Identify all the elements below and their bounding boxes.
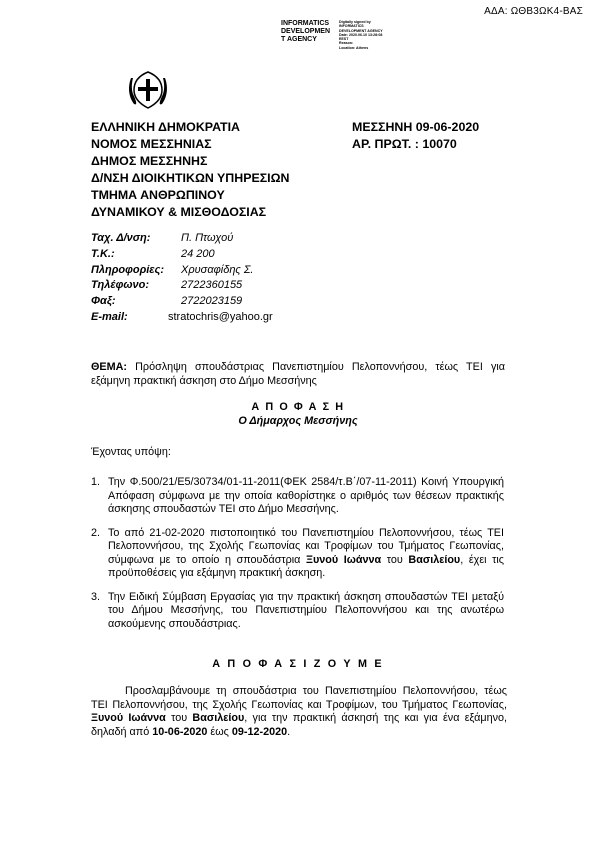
- list-item: [91, 591, 511, 632]
- agency-line: T AGENCY: [281, 36, 317, 43]
- signature-line: DEVELOPMENT AGENCY: [339, 28, 383, 33]
- start-date: 10-06-2020: [152, 725, 208, 738]
- agency-line: DEVELOPMEN: [281, 28, 331, 35]
- item-text-pre: Το από 21-02-2020 πιστοποιητικό του Πανεπιστημίου Πελοποννήσου, τέως ΤΕΙ Πελοποννήσου, της Σχολής Γεωπονίας και Τροφίμων του Τμήματος Γεωπονίας, σύμφωνα με το οποίο η σπουδάστρια: [108, 526, 504, 566]
- contact-label: E-mail:: [91, 310, 128, 323]
- decision-issuer: Ο Δήμαρχος Μεσσήνης: [238, 415, 358, 427]
- item-text: Την Φ.500/21/Ε5/30734/01-11-2011(ΦΕΚ 2584/τ.Β΄/07-11-2011) Κοινή Υπουργική Απόφαση σύμφωνα με την οποία καθορίστηκε ο αριθμός των θέσεων πρακτικής άσκησης σπουδαστών ΤΕΙ στο Δήμο Μεσσήνης.: [108, 476, 504, 515]
- resolution-mid2: , για την πρακτική άσκησή της και για ένα εξάμηνο, δηλαδή από: [91, 712, 507, 738]
- protocol-number: ΑΡ. ΠΡΩΤ. : 10070: [352, 137, 457, 151]
- considerations-list: [91, 476, 511, 641]
- having-regard: Έχοντας υπόψη:: [91, 446, 171, 458]
- authority-line: ΕΛΛΗΝΙΚΗ ΔΗΜΟΚΡΑΤΙΑ: [91, 120, 240, 134]
- contact-value: 2722023159: [181, 295, 243, 308]
- contact-value: 24 200: [181, 247, 215, 260]
- contact-value: 2722360155: [181, 279, 243, 292]
- signature-line: Digitally signed by: [339, 20, 371, 24]
- subject-label: ΘΕΜΑ:: [91, 361, 127, 373]
- signature-agency: [281, 20, 339, 44]
- end-date: 09-12-2020: [231, 725, 288, 738]
- agency-line: INFORMATICS: [281, 20, 330, 27]
- list-item: [91, 476, 511, 517]
- resolution-post: .: [287, 725, 291, 738]
- resolution-mid3: έως: [207, 725, 232, 738]
- item-number: 3.: [91, 590, 101, 603]
- greek-coat-of-arms-icon: [128, 70, 168, 110]
- list-item: [91, 527, 511, 581]
- item-text: Την Ειδική Σύμβαση Εργασίας για την πρακτική άσκηση σπουδαστών ΤΕΙ μεταξύ του Δήμου Μεσσήνης, του Πανεπιστημίου Πελοποννήσου και της ανωτέρω ασκούμενης σπουδάστριας.: [108, 590, 504, 630]
- resolution-mid: του: [165, 712, 193, 724]
- signature-line: Date: 2020.06.10 13:28:08: [339, 32, 383, 37]
- contact-row-info: [91, 263, 351, 279]
- authority-line: ΝΟΜΟΣ ΜΕΣΣΗΝΙΑΣ: [91, 137, 212, 151]
- decision-title: Α Π Ο Φ Α Σ Η: [251, 401, 345, 413]
- contact-details: [91, 231, 351, 326]
- contact-row-email: [91, 310, 351, 326]
- signature-details: [339, 20, 401, 50]
- contact-label: Ταχ. Δ/νση:: [91, 232, 151, 244]
- contact-label: Πληροφορίες:: [91, 263, 165, 276]
- signature-line: INFORMATICS: [339, 24, 364, 29]
- ada-code: ΑΔΑ: ΩΘΒ3ΩΚ4-ΒΑΣ: [484, 6, 583, 17]
- father-name: Βασιλείου: [192, 712, 245, 724]
- signature-line: EEST: [339, 37, 349, 42]
- contact-label: Τηλέφωνο:: [91, 279, 150, 292]
- student-name: Ξυνού Ιωάννα: [91, 712, 166, 724]
- item-text-mid: του: [381, 553, 409, 566]
- issuing-authority: [91, 119, 351, 221]
- contact-label: Τ.Κ.:: [91, 247, 115, 260]
- subject-text: Πρόσληψη σπουδάστριας Πανεπιστημίου Πελοποννήσου, τέως ΤΕΙ για εξάμηνη πρακτική άσκηση στο Δήμο Μεσσήνης: [91, 361, 505, 387]
- resolution-paragraph: [91, 685, 507, 739]
- contact-value: Π. Πτωχού: [181, 232, 234, 244]
- email-link[interactable]: stratochris@yahoo.gr: [168, 310, 273, 323]
- contact-value: Χρυσαφίδης Σ.: [181, 263, 254, 276]
- item-text: [108, 527, 504, 581]
- subject-line: [91, 361, 505, 388]
- date-protocol-block: [352, 119, 532, 153]
- item-number: 2.: [91, 526, 101, 539]
- contact-row-address: [91, 231, 351, 247]
- resolution-pre: Προσλαμβάνουμε τη σπουδάστρια του Πανεπιστημίου Πελοποννήσου, τέως ΤΕΙ Πελοποννήσου, της Σχολής Γεωπονίας και Τροφίμων, του Τμήματος Γεωπονίας,: [91, 685, 507, 711]
- item-number: 1.: [91, 476, 101, 488]
- resolution-title: Α Π Ο Φ Α Σ Ι Ζ Ο Υ Μ Ε: [212, 658, 384, 670]
- signature-line: Reason:: [339, 41, 354, 46]
- contact-label: Φαξ:: [91, 295, 116, 308]
- authority-line: ΔΥΝΑΜΙΚΟΥ & ΜΙΣΘΟΔΟΣΙΑΣ: [91, 205, 267, 219]
- signature-line: Location: Athens: [339, 45, 369, 50]
- contact-row-phone: [91, 278, 351, 294]
- authority-line: ΤΜΗΜΑ ΑΝΘΡΩΠΙΝΟΥ: [91, 188, 225, 202]
- student-name: Ξυνού Ιωάννα: [306, 553, 382, 566]
- item-text-post: , έχει τις προϋποθέσεις για εξάμηνη πρακτική άσκηση.: [108, 553, 504, 579]
- authority-line: ΔΗΜΟΣ ΜΕΣΣΗΝΗΣ: [91, 154, 208, 168]
- authority-line: Δ/ΝΣΗ ΔΙΟΙΚΗΤΙΚΩΝ ΥΠΗΡΕΣΙΩΝ: [91, 171, 290, 185]
- contact-row-postcode: [91, 247, 351, 263]
- place-date: ΜΕΣΣΗΝΗ 09-06-2020: [352, 120, 480, 134]
- father-name: Βασιλείου: [408, 553, 461, 566]
- contact-row-fax: [91, 294, 351, 310]
